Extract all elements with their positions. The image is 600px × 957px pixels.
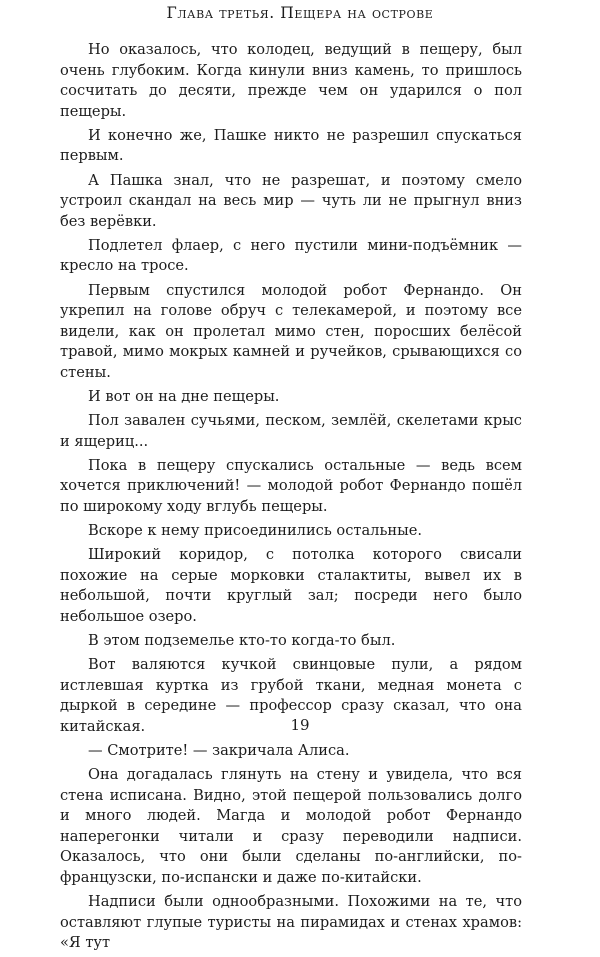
paragraph: А Пашка знал, что не разрешат, и поэтому смело устроил скандал на весь мир — чуть ли не прыгнул вниз без верёвки. (60, 171, 522, 230)
paragraph: Надписи были однообразными. Похожими на те, что оставляют глупые туристы на пирамидах и стенах храмов: «Я тут (60, 893, 522, 952)
paragraph: Она догадалась глянуть на стену и увидела, что вся стена исписана. Видно, этой пещерой пользовались долго и много людей. Магда и молодой робот Фернандо наперегонки читали и сразу переводили надписи. Оказалось, что они были сделаны по-английски, по-французски, по-испански и даже по-китайски. (60, 766, 522, 887)
chapter-running-head: Глава третья. Пещера на острове (166, 4, 434, 22)
paragraph: И конечно же, Пашке никто не разрешил спускаться первым. (60, 126, 522, 165)
paragraph: Но оказалось, что колодец, ведущий в пещеру, был очень глубоким. Когда кинули вниз камень, то пришлось сосчитать до десяти, прежде чем он ударился о пол пещеры. (60, 41, 522, 120)
paragraph: Первым спустился молодой робот Фернандо. Он укрепил на голове обруч с телекамерой, и поэтому все видели, как он пролетал мимо стен, поросших белёсой травой, мимо мокрых камней и ручейков, срывающихся со стены. (60, 281, 522, 381)
paragraph: Пока в пещеру спускались остальные — ведь всем хочется приключений! — молодой робот Фернандо пошёл по широкому ходу вглубь пещеры. (60, 456, 522, 515)
paragraph: В этом подземелье кто-то когда-то был. (88, 632, 396, 650)
paragraph: Вскоре к нему присоединились остальные. (88, 522, 423, 540)
paragraph: — Смотрите! — закричала Алиса. (88, 742, 350, 759)
body-text (60, 40, 522, 957)
paragraph: Вот валяются кучкой свинцовые пули, а рядом истлевшая куртка из грубой ткани, медная монета с дыркой в середине — профессор сразу сказал, что она китайская. (60, 656, 522, 735)
paragraph: Широкий коридор, с потолка которого свисали похожие на серые морковки сталактиты, вывел их в небольшой, почти круглый зал; посреди него было небольшое озеро. (60, 546, 522, 625)
paragraph: И вот он на дне пещеры. (88, 388, 280, 405)
paragraph: Пол завален сучьями, песком, землёй, скелетами крыс и ящериц... (60, 412, 522, 450)
page-number: 19 (290, 716, 310, 734)
paragraph: Подлетел флаер, с него пустили мини-подъёмник — кресло на тросе. (60, 236, 522, 275)
